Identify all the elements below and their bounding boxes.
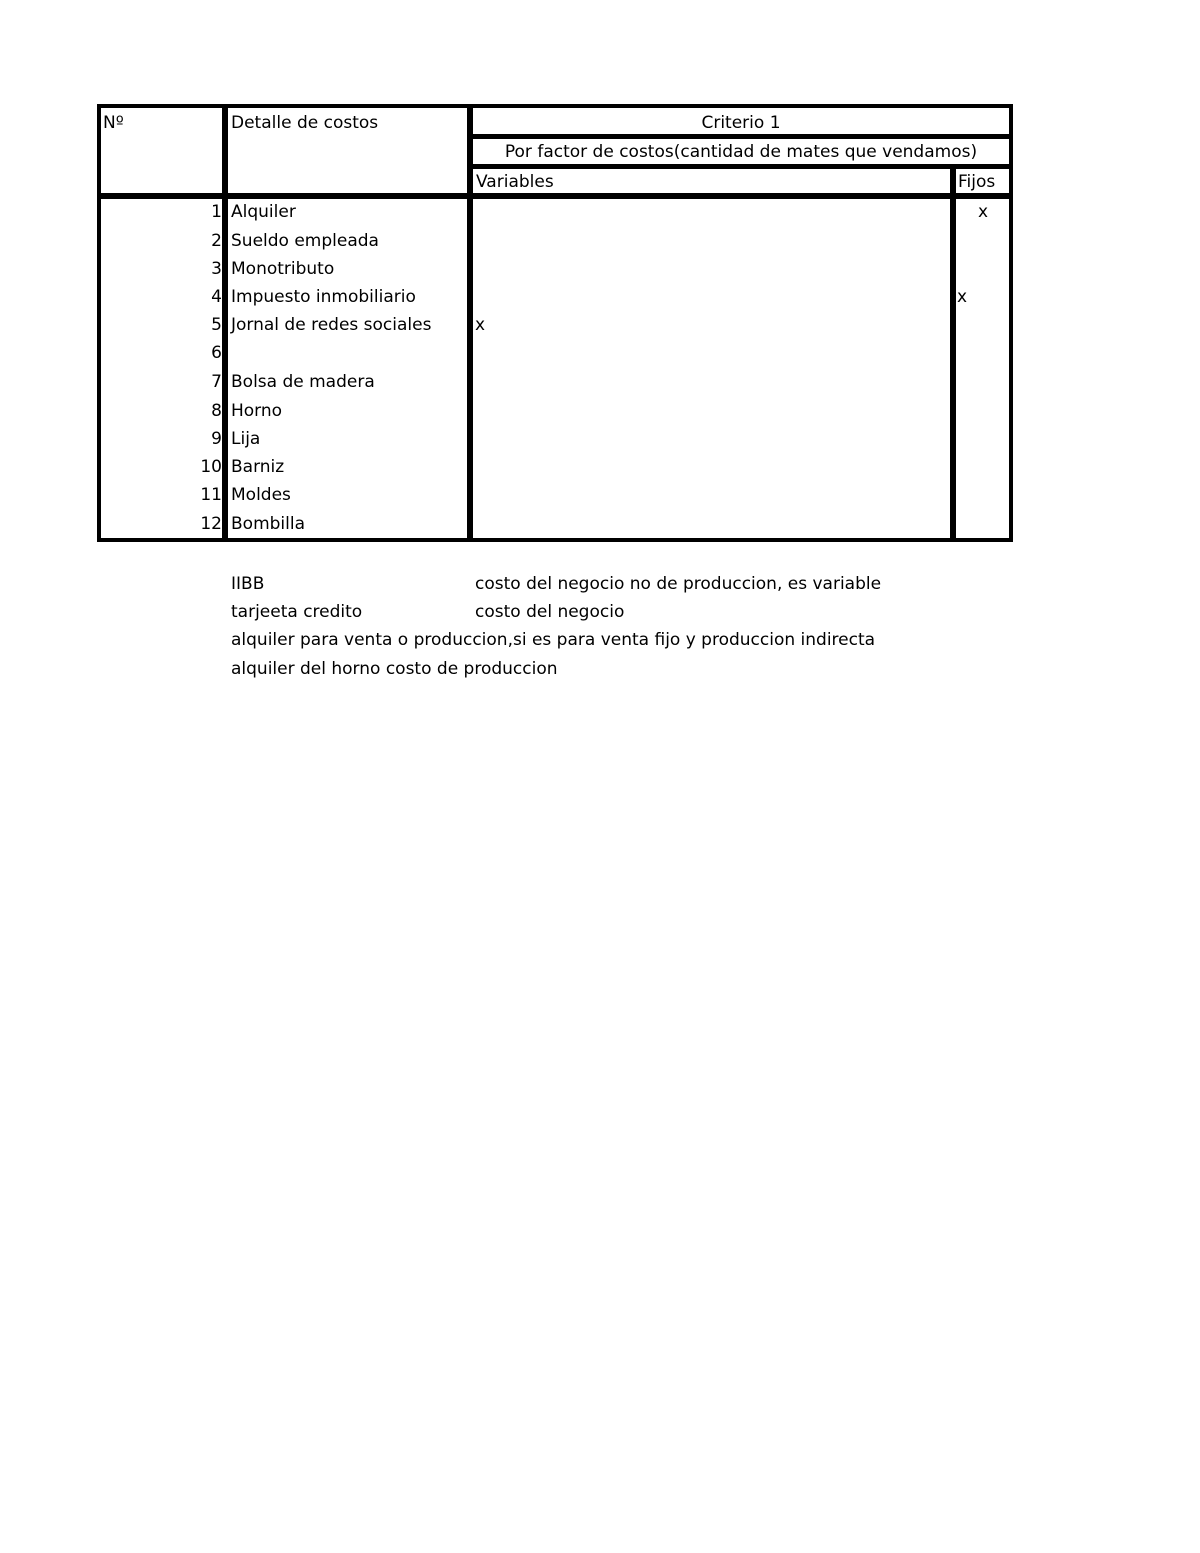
note-tarjeta-label: tarjeeta credito (231, 602, 363, 622)
row-detail: Horno (231, 401, 283, 421)
row-number: 4 (211, 287, 222, 307)
row-detail: Lija (231, 429, 261, 449)
table-border-bottom (97, 538, 1013, 542)
row-detail: Barniz (231, 457, 285, 477)
divider-criterio-factor (467, 134, 1013, 139)
divider-factor-variables (467, 164, 1013, 169)
row-number: 11 (200, 485, 222, 505)
row-detail: Bombilla (231, 514, 306, 534)
header-detail: Detalle de costos (231, 113, 379, 133)
header-criterio: Criterio 1 (701, 113, 781, 133)
divider-detail-criterio (467, 104, 473, 542)
row-detail: Alquiler (231, 202, 296, 222)
row-detail: Jornal de redes sociales (231, 315, 432, 335)
row-detail: Moldes (231, 485, 291, 505)
row-number: 6 (211, 343, 222, 363)
divider-variables-fijos (950, 166, 956, 542)
note-iibb-text: costo del negocio no de produccion, es variable (475, 574, 882, 594)
row-detail: Impuesto inmobiliario (231, 287, 416, 307)
header-num: Nº (103, 113, 124, 133)
divider-num-detail (222, 104, 228, 542)
table-border-top (97, 104, 1013, 108)
row-number: 3 (211, 259, 222, 279)
row-detail: Bolsa de madera (231, 372, 375, 392)
header-fijos: Fijos (958, 172, 996, 192)
table-border-right (1009, 104, 1013, 542)
note-line-4: alquiler del horno costo de produccion (231, 659, 558, 679)
row-number: 7 (211, 372, 222, 392)
note-line-3: alquiler para venta o produccion,si es para venta fijo y produccion indirecta (231, 630, 876, 650)
note-tarjeta-text: costo del negocio (475, 602, 625, 622)
row-detail: Monotributo (231, 259, 335, 279)
row-number: 12 (200, 514, 222, 534)
row-number: 2 (211, 231, 222, 251)
row-number: 9 (211, 429, 222, 449)
table-border-left (97, 104, 101, 542)
divider-header-body (97, 193, 1013, 199)
row-fijo-mark: x (957, 287, 968, 307)
row-number: 8 (211, 401, 222, 421)
row-variable-mark: x (475, 315, 486, 335)
row-detail: Sueldo empleada (231, 231, 379, 251)
note-iibb-label: IIBB (231, 574, 265, 594)
header-factor: Por factor de costos(cantidad de mates que vendamos) (504, 142, 978, 162)
row-number: 5 (211, 315, 222, 335)
header-variables: Variables (476, 172, 554, 192)
row-number: 10 (200, 457, 222, 477)
row-fijo-mark: x (978, 202, 989, 222)
row-number: 1 (211, 202, 222, 222)
